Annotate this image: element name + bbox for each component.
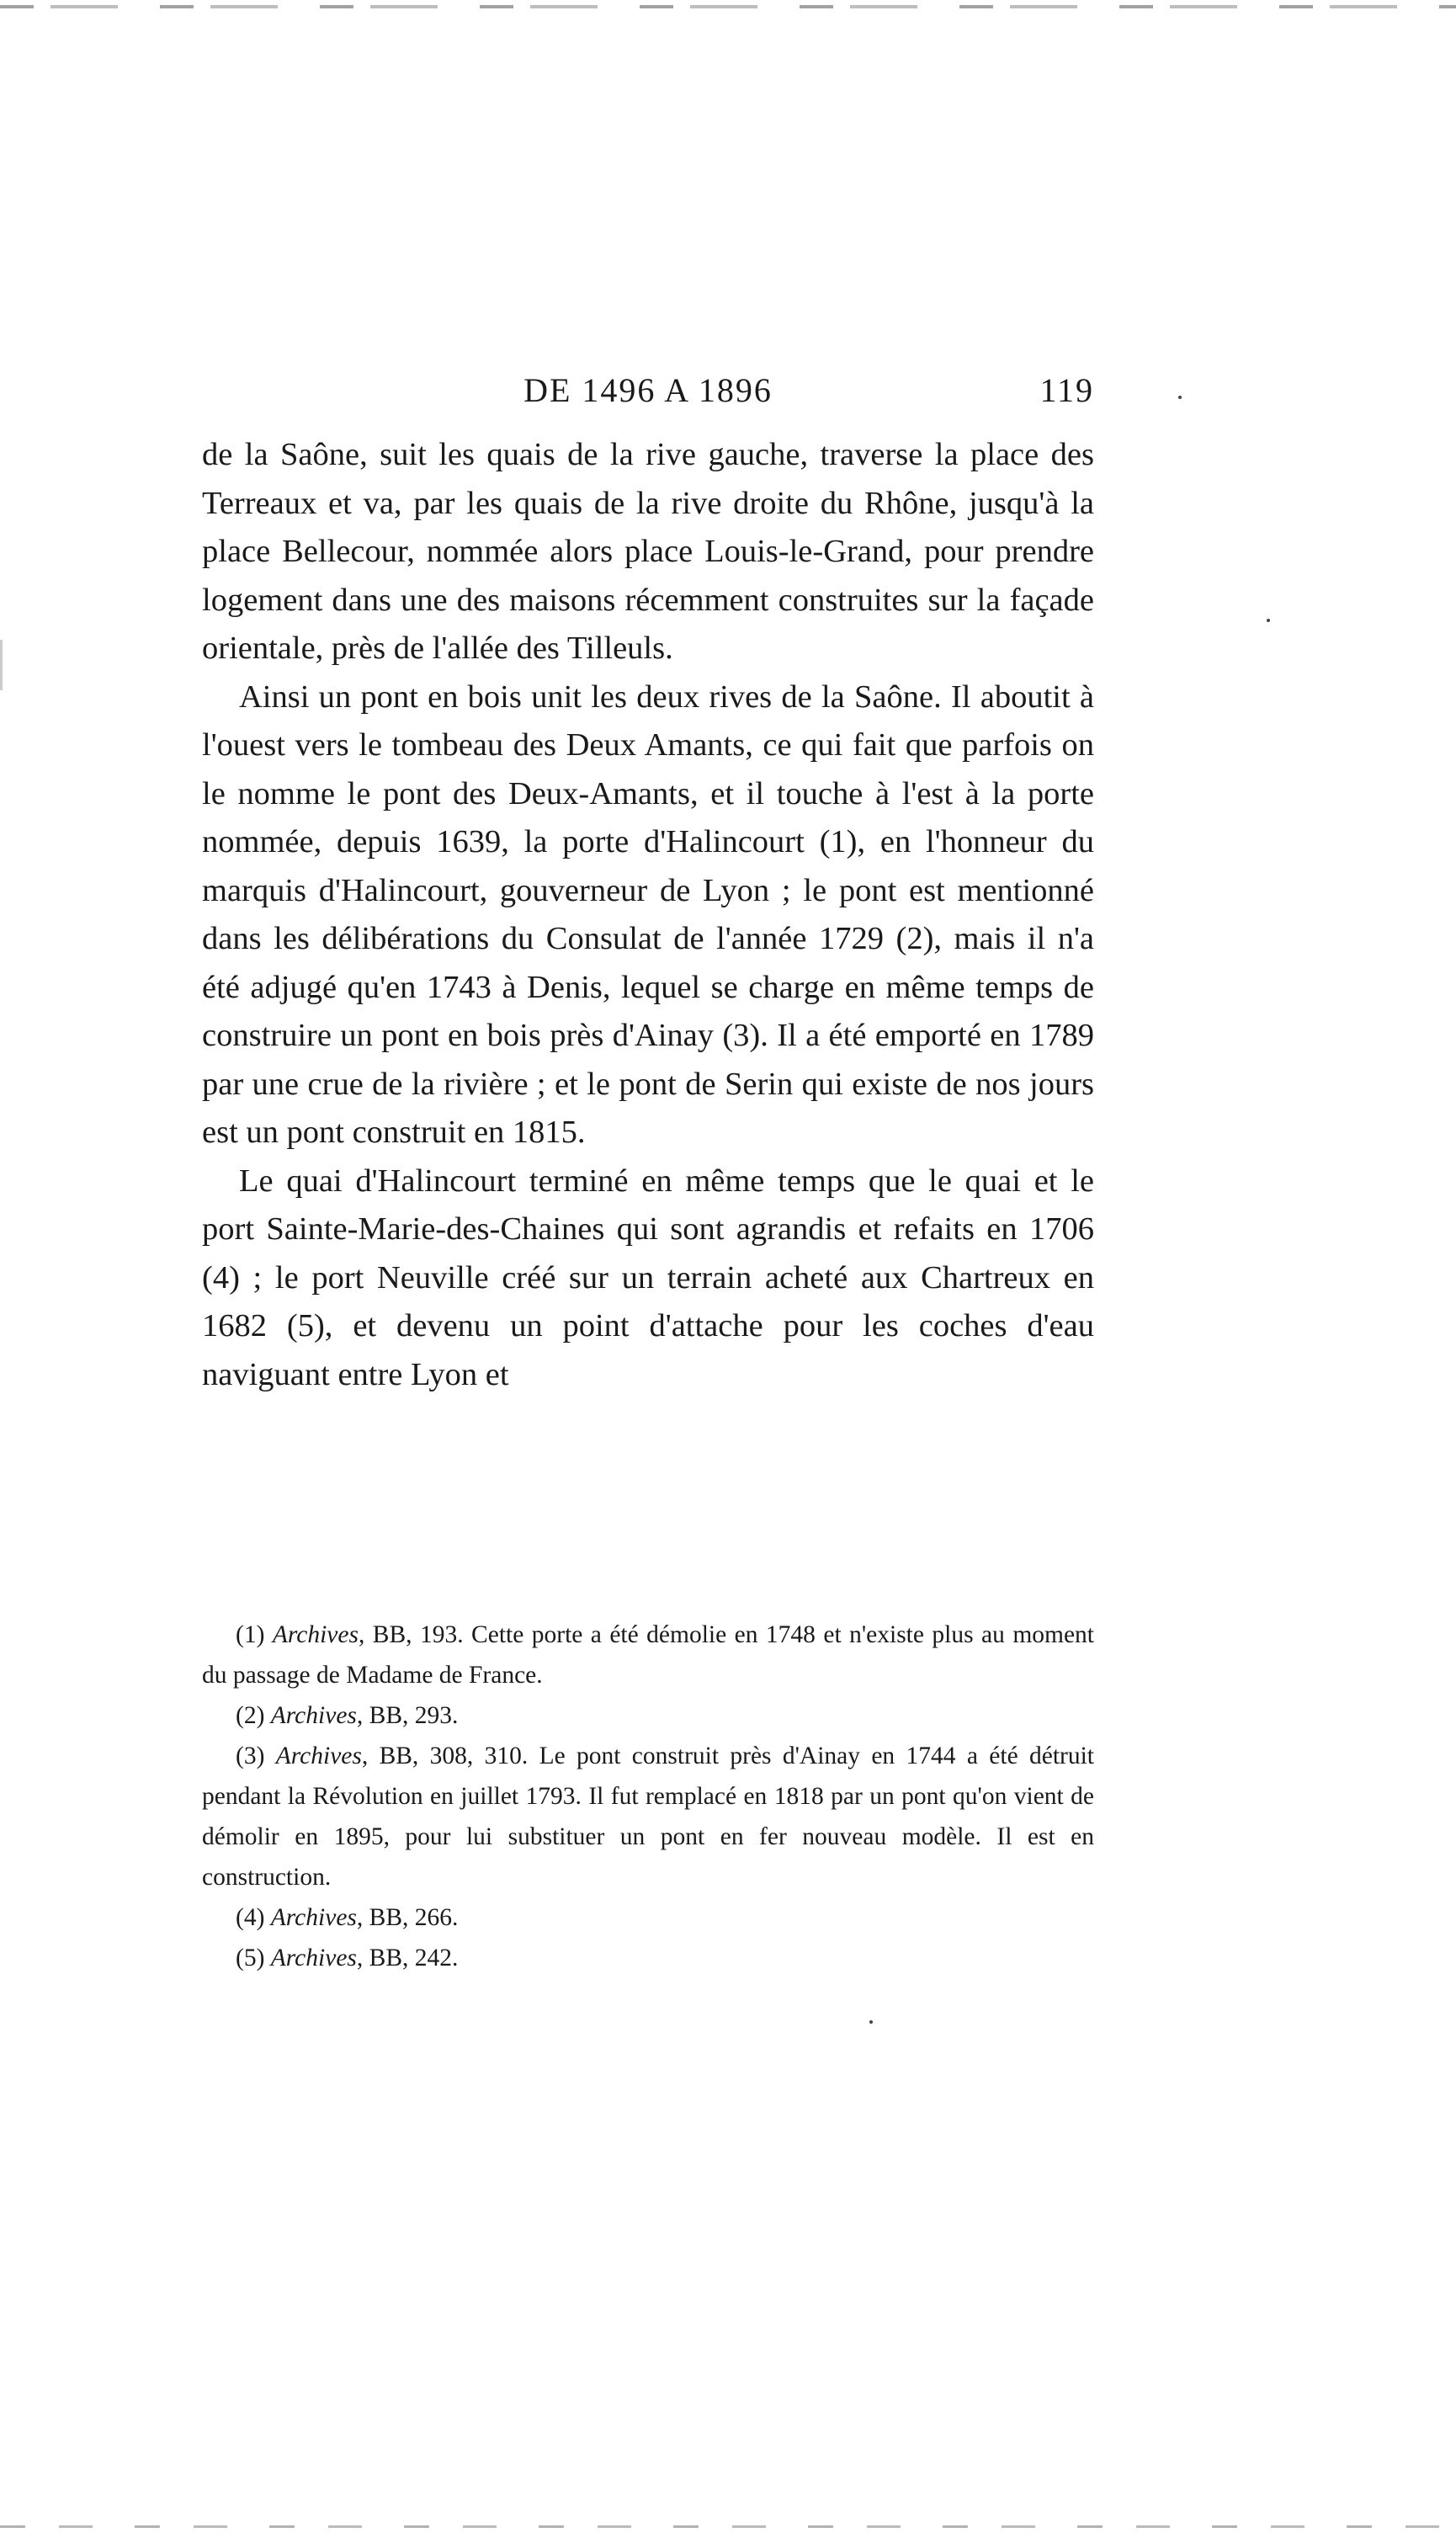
footnote [202,1615,1094,1695]
footnote-marker: (1) [236,1621,265,1648]
footnote [202,1736,1094,1897]
scan-edge-bottom [0,2525,1456,2528]
paragraph: Ainsi un pont en bois unit les deux rives de la Saône. Il aboutit à l'ouest vers le tombeau des Deux Amants, ce qui fait que parfois on le nomme le pont des Deux-Amants, et il touche à l'est à la porte nommée, depuis 1639, la porte d'Halincourt (1), en l'honneur du marquis d'Halincourt, gouverneur de Lyon ; le pont est mentionné dans les délibérations du Consulat de l'année 1729 (2), mais il n'a été adjugé qu'en 1743 à Denis, lequel se charge en même temps de construire un pont en bois près d'Ainay (3). Il a été emporté en 1789 par une crue de la rivière ; et le pont de Serin qui existe de nos jours est un pont construit en 1815. [202,678,1094,1150]
footnote-source: Archives [270,1945,357,1971]
footnote-text: , BB, 242. [356,1945,459,1971]
footnote-text: , BB, 193. Cette porte a été démolie en 1748 et n'existe plus au moment du passage de Madame de France. [202,1621,1095,1689]
running-title: DE 1496 A 1896 [523,371,773,409]
paragraph: Le quai d'Halincourt terminé en même temps que le quai et le port Sainte-Marie-des-Chaines qui sont agrandis et refaits en 1706 (4) ; le port Neuville créé sur un terrain acheté aux Chartreux en 1682 (5), et devenu un point d'attache pour les coches d'eau naviguant entre Lyon et [202,1163,1094,1392]
body-text [202,431,1094,1399]
running-head [202,370,1094,412]
scan-edge-top [0,5,1456,8]
footnote-marker: (4) [236,1904,265,1931]
footnote-text: , BB, 308, 310. Le pont construit près d'Ainay en 1744 a été détruit pendant la Révolution en juillet 1793. Il fut remplacé en 1818 par un pont qu'on vient de démolir en 1895, pour lui substituer un pont en fer nouveau modèle. Il est en construction. [202,1743,1095,1891]
footnote-text: , BB, 266. [356,1904,459,1931]
scan-speck [1178,396,1182,399]
footnote-source: Archives [270,1904,357,1931]
footnote-source: Archives [272,1621,359,1648]
footnote [202,1897,1094,1938]
footnote-marker: (5) [236,1945,265,1971]
scan-edge-left [0,640,3,690]
footnote-marker: (2) [236,1702,265,1729]
footnotes [202,1615,1094,1978]
footnote [202,1938,1094,1978]
footnote [202,1695,1094,1736]
scan-speck [869,2020,873,2024]
scan-speck [1267,619,1270,622]
paragraph: de la Saône, suit les quais de la rive gauche, traverse la place des Terreaux et va, par les quais de la rive droite du Rhône, jusqu'à la place Bellecour, nommée alors place Louis-le-Grand, pour prendre logement dans une des maisons récemment construites sur la façade orientale, près de l'allée des Tilleuls. [202,437,1094,666]
page-number: 119 [1039,371,1094,409]
footnote-source: Archives [275,1743,362,1769]
footnote-source: Archives [270,1702,357,1729]
footnote-marker: (3) [236,1743,265,1769]
footnote-text: , BB, 293. [356,1702,459,1729]
